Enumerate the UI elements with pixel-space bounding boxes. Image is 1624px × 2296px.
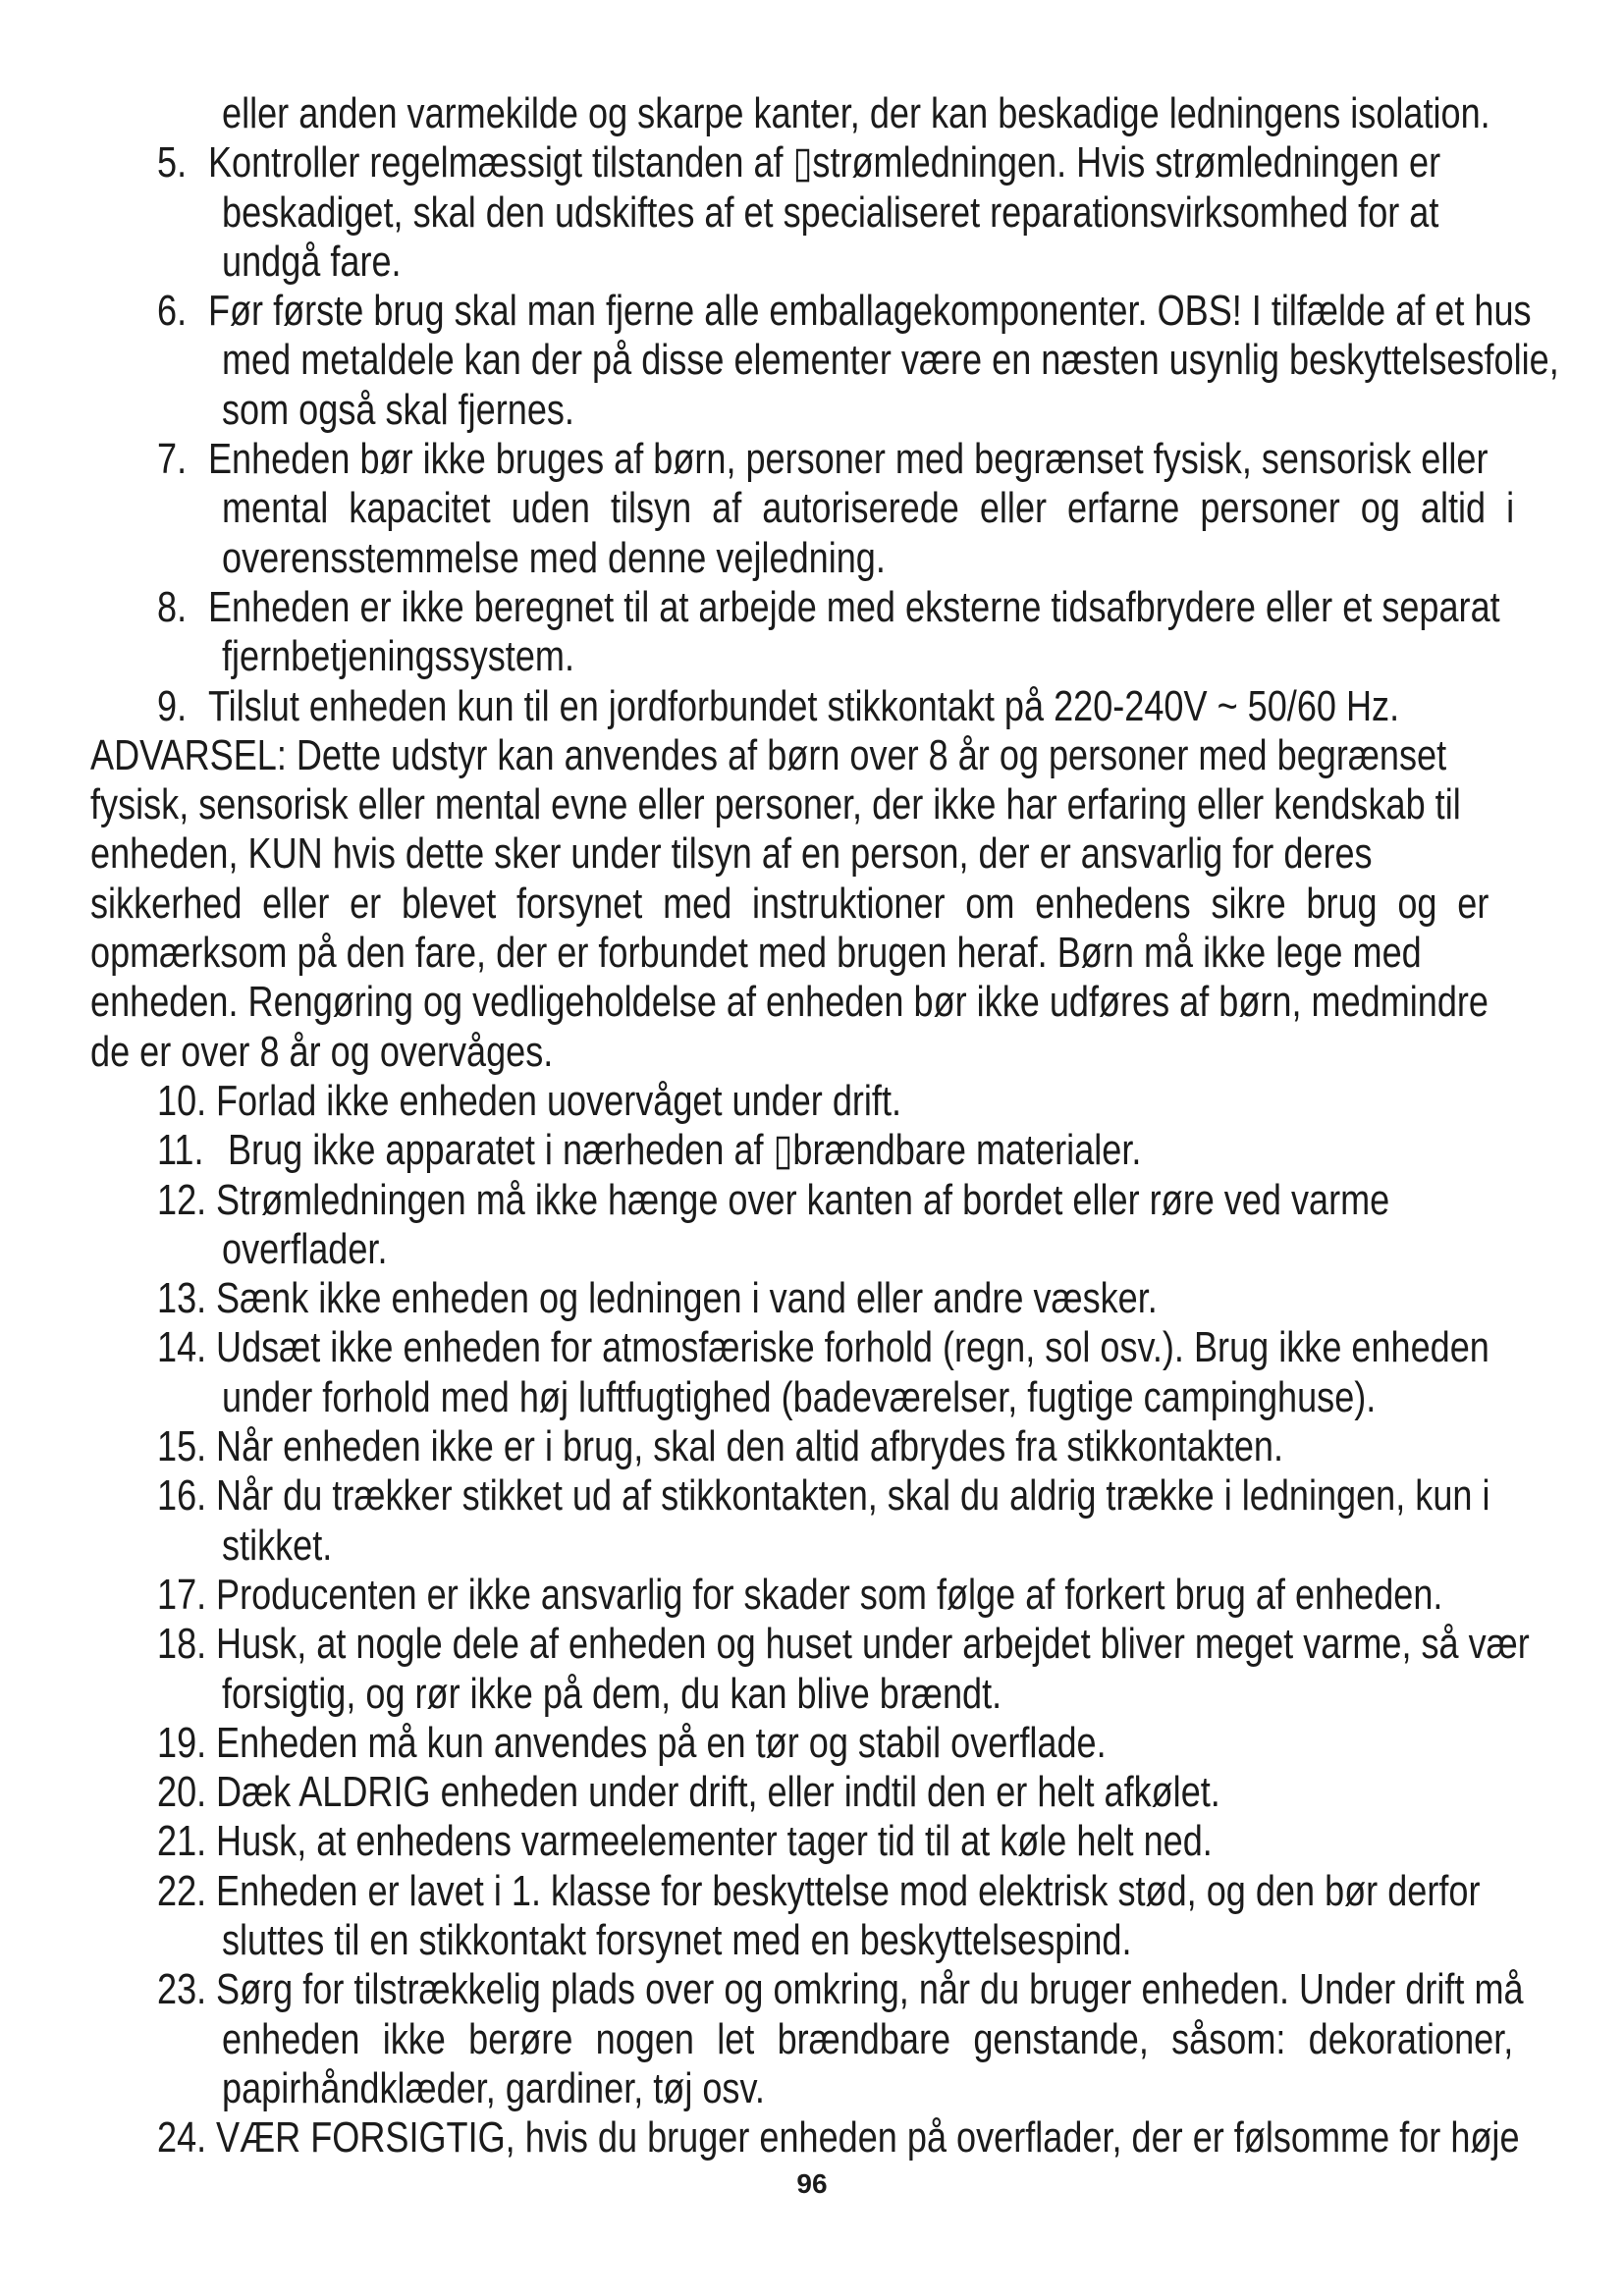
item-number: 21. bbox=[157, 1817, 207, 1866]
warning-line bbox=[0, 1028, 1624, 1077]
list-item-line bbox=[0, 1422, 1624, 1471]
list-item-line bbox=[0, 2064, 1624, 2113]
item-text: Før første brug skal man fjerne alle emballagekomponenter. OBS! I tilfælde af et hus bbox=[207, 287, 1532, 336]
item-text: Sænk ikke enheden og ledningen i vand eller andre væsker. bbox=[216, 1274, 1158, 1323]
item-text: Strømledningen må ikke hænge over kanten af bordet eller røre ved varme bbox=[216, 1175, 1390, 1224]
item-text-continuation: overensstemmelse med denne vejledning. bbox=[222, 533, 886, 582]
item-text-continuation: undgå fare. bbox=[222, 237, 402, 286]
item-text: Enheden bør ikke bruges af børn, personer med begrænset fysisk, sensorisk eller bbox=[207, 435, 1489, 484]
item-number: 11. bbox=[157, 1126, 204, 1175]
continuation-text: eller anden varmekilde og skarpe kanter, der kan beskadige ledningens isolation. bbox=[222, 89, 1490, 137]
item-text: VÆR FORSIGTIG, hvis du bruger enheden på overflader, der er følsomme for høje bbox=[216, 2113, 1520, 2163]
list-item-first-line bbox=[157, 1176, 1389, 1225]
list-item-line bbox=[0, 484, 1624, 533]
list-item-13 bbox=[0, 1274, 1624, 1323]
list-item-first-line bbox=[157, 583, 1500, 632]
item-text-continuation: fjernbetjeningssystem. bbox=[222, 632, 574, 681]
warning-text: sikkerhed eller er blevet forsynet med instruktioner om enhedens sikre brug og er bbox=[90, 879, 1489, 928]
list-item-line bbox=[0, 1274, 1624, 1323]
list-item-first-line bbox=[157, 682, 1399, 731]
list-item-line bbox=[0, 534, 1624, 583]
list-item-line bbox=[0, 1522, 1624, 1571]
list-item-line bbox=[0, 1719, 1624, 1768]
list-item-6 bbox=[0, 287, 1624, 435]
page-body bbox=[0, 89, 1624, 2163]
list-item-20 bbox=[0, 1768, 1624, 1817]
item-text: Kontroller regelmæssigt tilstanden af ▯strømledningen. Hvis strømledningen er bbox=[207, 138, 1441, 187]
list-item-first-line bbox=[157, 1817, 1213, 1866]
warning-text: fysisk, sensorisk eller mental evne eller personer, der ikke har erfaring eller kendskab til bbox=[90, 780, 1461, 829]
item-number: 9. bbox=[157, 681, 188, 730]
item-text-continuation: som også skal fjernes. bbox=[222, 385, 574, 434]
list-item-16 bbox=[0, 1471, 1624, 1571]
list-item-22 bbox=[0, 1867, 1624, 1966]
list-item-first-line bbox=[157, 1571, 1442, 1620]
list-item-first-line bbox=[157, 1323, 1489, 1372]
item-text: Når du trækker stikket ud af stikkontakten, skal du aldrig trække i ledningen, kun i bbox=[216, 1471, 1490, 1521]
list-item-first-line bbox=[157, 1719, 1107, 1768]
item-text-continuation: stikket. bbox=[222, 1521, 333, 1570]
list-item-line bbox=[0, 2015, 1624, 2064]
list-item-first-line bbox=[157, 1077, 901, 1126]
list-item-line bbox=[0, 1817, 1624, 1866]
item-number: 6. bbox=[157, 287, 188, 336]
item-text: Enheden er ikke beregnet til at arbejde med eksterne tidsafbrydere eller et separat bbox=[207, 582, 1500, 631]
list-item-21 bbox=[0, 1817, 1624, 1866]
list-item-line bbox=[0, 1373, 1624, 1422]
list-item-11 bbox=[0, 1126, 1624, 1175]
item-text: Producenten er ikke ansvarlig for skader som følge af forkert brug af enheden. bbox=[216, 1570, 1443, 1619]
item-text: Husk, at enhedens varmeelementer tager tid til at køle helt ned. bbox=[216, 1817, 1213, 1866]
item-text-continuation: forsigtig, og rør ikke på dem, du kan blive brændt. bbox=[222, 1669, 1002, 1718]
item-number: 7. bbox=[157, 435, 188, 484]
list-item-14 bbox=[0, 1323, 1624, 1422]
item-text-continuation: under forhold med høj luftfugtighed (badeværelser, fugtige campinghuse). bbox=[222, 1372, 1377, 1421]
list-item-line bbox=[0, 682, 1624, 731]
list-item-line bbox=[0, 435, 1624, 484]
list-item-17 bbox=[0, 1571, 1624, 1620]
item-number: 8. bbox=[157, 582, 188, 631]
item-number: 24. bbox=[157, 2113, 207, 2163]
list-item-line bbox=[0, 1571, 1624, 1620]
list-item-19 bbox=[0, 1719, 1624, 1768]
item-text: Brug ikke apparatet i nærheden af ▯brændbare materialer. bbox=[227, 1126, 1142, 1175]
item-text: Dæk ALDRIG enheden under drift, eller indtil den er helt afkølet. bbox=[216, 1768, 1220, 1817]
list-item-line bbox=[0, 1176, 1624, 1225]
list-item-5 bbox=[0, 138, 1624, 287]
list-item-9 bbox=[0, 682, 1624, 731]
list-item-line bbox=[0, 2113, 1624, 2163]
item-number: 15. bbox=[157, 1422, 207, 1471]
item-number: 10. bbox=[157, 1076, 207, 1125]
list-item-line bbox=[0, 1670, 1624, 1719]
list-item-line bbox=[0, 188, 1624, 238]
list-item-first-line bbox=[157, 1867, 1480, 1916]
list-item-first-line bbox=[157, 138, 1440, 187]
item-text-continuation: mental kapacitet uden tilsyn af autoriserede eller erfarne personer og altid i bbox=[222, 484, 1515, 533]
item-number: 14. bbox=[157, 1323, 207, 1372]
list-item-12 bbox=[0, 1176, 1624, 1275]
list-item-first-line bbox=[157, 435, 1488, 484]
list-item-first-line bbox=[157, 2113, 1520, 2163]
list-item-first-line bbox=[157, 1768, 1220, 1817]
list-item-line bbox=[0, 138, 1624, 187]
warning-line bbox=[0, 780, 1624, 829]
item-number: 20. bbox=[157, 1768, 207, 1817]
list-item-18 bbox=[0, 1620, 1624, 1719]
item-text: Enheden må kun anvendes på en tør og stabil overflade. bbox=[216, 1718, 1107, 1767]
warning-text: de er over 8 år og overvåges. bbox=[90, 1027, 554, 1076]
item-number: 18. bbox=[157, 1620, 207, 1669]
item-number: 19. bbox=[157, 1718, 207, 1767]
item-number: 12. bbox=[157, 1175, 207, 1224]
list-item-line bbox=[0, 1323, 1624, 1372]
list-item-first-line bbox=[157, 1620, 1530, 1669]
item-text: Enheden er lavet i 1. klasse for beskyttelse mod elektrisk stød, og den bør derfor bbox=[216, 1866, 1481, 1915]
item-text-continuation: papirhåndklæder, gardiner, tøj osv. bbox=[222, 2063, 765, 2112]
list-item-line bbox=[0, 287, 1624, 336]
list-item-line bbox=[0, 1225, 1624, 1274]
list-item-line bbox=[0, 1916, 1624, 1965]
item-number: 16. bbox=[157, 1471, 207, 1521]
list-item-first-line bbox=[157, 1274, 1158, 1323]
list-item-line bbox=[0, 1471, 1624, 1521]
list-item-line bbox=[0, 386, 1624, 435]
item-text: Sørg for tilstrækkelig plads over og omkring, når du bruger enheden. Under drift må bbox=[216, 1965, 1524, 2014]
continuation-line bbox=[0, 89, 1624, 138]
warning-text: ADVARSEL: Dette udstyr kan anvendes af børn over 8 år og personer med begrænset bbox=[90, 730, 1447, 779]
item-text-continuation: sluttes til en stikkontakt forsynet med en beskyttelsespind. bbox=[222, 1915, 1132, 1964]
item-number: 17. bbox=[157, 1570, 207, 1619]
warning-text: enheden. Rengøring og vedligeholdelse af enheden bør ikke udføres af børn, medmindre bbox=[90, 978, 1489, 1027]
list-item-8 bbox=[0, 583, 1624, 682]
item-number: 23. bbox=[157, 1965, 207, 2014]
warning-paragraph bbox=[0, 731, 1624, 1077]
item-text: Husk, at nogle dele af enheden og huset under arbejdet bliver meget varme, så vær bbox=[216, 1620, 1530, 1669]
item-text: Udsæt ikke enheden for atmosfæriske forhold (regn, sol osv.). Brug ikke enheden bbox=[216, 1323, 1489, 1372]
item-number: 13. bbox=[157, 1274, 207, 1323]
list-item-first-line bbox=[157, 1471, 1490, 1521]
list-item-10 bbox=[0, 1077, 1624, 1126]
list-item-24 bbox=[0, 2113, 1624, 2163]
warning-text: opmærksom på den fare, der er forbundet med brugen heraf. Børn må ikke lege med bbox=[90, 929, 1422, 978]
list-item-line bbox=[0, 1620, 1624, 1669]
item-text-continuation: overflader. bbox=[222, 1224, 388, 1273]
item-text-continuation: enheden ikke berøre nogen let brændbare genstande, såsom: dekorationer, bbox=[222, 2014, 1514, 2063]
warning-line bbox=[0, 978, 1624, 1027]
list-item-line bbox=[0, 632, 1624, 681]
list-item-line bbox=[0, 1077, 1624, 1126]
warning-line bbox=[0, 829, 1624, 879]
list-item-first-line bbox=[157, 287, 1532, 336]
warning-line bbox=[0, 731, 1624, 780]
list-item-line bbox=[0, 238, 1624, 287]
list-item-first-line bbox=[157, 1422, 1283, 1471]
warning-line bbox=[0, 929, 1624, 978]
item-text: Tilslut enheden kun til en jordforbundet stikkontakt på 220-240V ~ 50/60 Hz. bbox=[207, 681, 1400, 730]
list-item-line bbox=[0, 1867, 1624, 1916]
item-text-continuation: med metaldele kan der på disse elementer være en næsten usynlig beskyttelsesfolie, bbox=[222, 336, 1559, 385]
list-item-line bbox=[0, 1965, 1624, 2014]
item-text: Når enheden ikke er i brug, skal den altid afbrydes fra stikkontakten. bbox=[216, 1422, 1284, 1471]
list-item-line bbox=[0, 336, 1624, 385]
list-item-7 bbox=[0, 435, 1624, 583]
list-item-line bbox=[0, 1768, 1624, 1817]
item-number: 5. bbox=[157, 138, 188, 187]
warning-text: enheden, KUN hvis dette sker under tilsyn af en person, der er ansvarlig for deres bbox=[90, 829, 1373, 879]
list-item-line bbox=[0, 1126, 1624, 1175]
list-item-line bbox=[0, 583, 1624, 632]
item-text-continuation: beskadiget, skal den udskiftes af et specialiseret reparationsvirksomhed for at bbox=[222, 187, 1439, 237]
item-number: 22. bbox=[157, 1866, 207, 1915]
page-number: 96 bbox=[796, 2168, 828, 2199]
list-item-15 bbox=[0, 1422, 1624, 1471]
list-item-23 bbox=[0, 1965, 1624, 2113]
warning-line bbox=[0, 880, 1624, 929]
list-item-first-line bbox=[157, 1126, 1141, 1175]
item-text: Forlad ikke enheden uovervåget under drift. bbox=[216, 1076, 902, 1125]
list-item-first-line bbox=[157, 1965, 1524, 2014]
